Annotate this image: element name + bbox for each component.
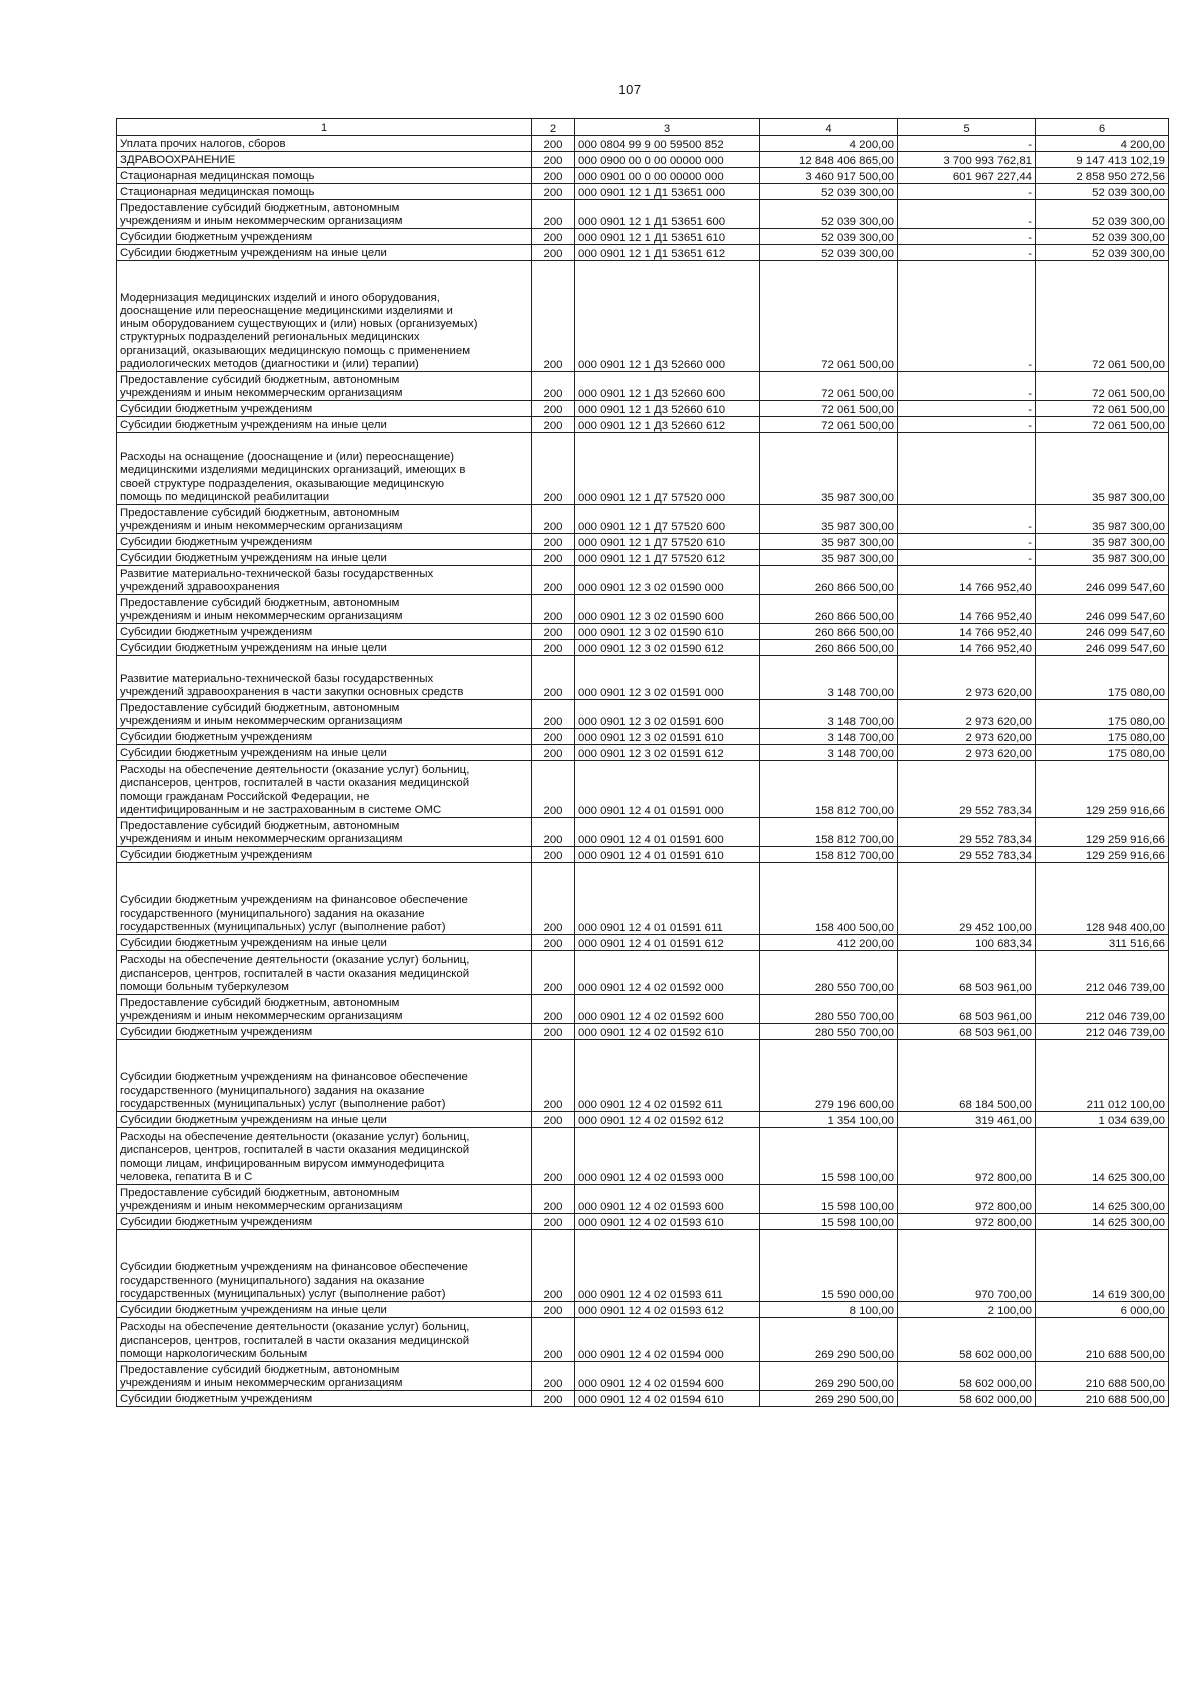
unexecuted-amount-cell: 9 147 413 102,19 — [1036, 152, 1169, 168]
table-row — [117, 245, 1169, 261]
approved-amount-cell: 35 987 300,00 — [760, 433, 898, 505]
executed-amount-cell: 14 766 952,40 — [898, 640, 1036, 656]
budget-classification-code-cell: 000 0901 12 4 02 01592 611 — [575, 1040, 760, 1112]
line-code-cell: 200 — [532, 847, 575, 863]
line-code-cell: 200 — [532, 656, 575, 700]
unexecuted-amount-cell: 14 619 300,00 — [1036, 1230, 1169, 1302]
line-code-cell: 200 — [532, 863, 575, 935]
table-row — [117, 1112, 1169, 1128]
expense-name-cell: Уплата прочих налогов, сборов — [117, 136, 532, 152]
table-row — [117, 1024, 1169, 1040]
expense-name-cell: Предоставление субсидий бюджетным, автономным учреждениям и иным некоммерческим организациям — [117, 1185, 532, 1214]
line-code-cell: 200 — [532, 761, 575, 818]
budget-classification-code-cell: 000 0901 12 3 02 01590 600 — [575, 595, 760, 624]
expense-name-cell: Расходы на обеспечение деятельности (оказание услуг) больниц, диспансеров, центров, госпиталей в части оказания медицинской помощи больным туберкулезом — [117, 951, 532, 995]
table-row — [117, 863, 1169, 935]
expense-name-cell: Субсидии бюджетным учреждениям — [117, 229, 532, 245]
budget-classification-code-cell: 000 0901 12 1 Д7 57520 600 — [575, 505, 760, 534]
table-body — [117, 136, 1169, 1407]
executed-amount-cell: 58 602 000,00 — [898, 1391, 1036, 1407]
unexecuted-amount-cell: 52 039 300,00 — [1036, 200, 1169, 229]
approved-amount-cell: 3 148 700,00 — [760, 745, 898, 761]
table-row — [117, 229, 1169, 245]
budget-classification-code-cell: 000 0901 12 1 Д1 53651 610 — [575, 229, 760, 245]
approved-amount-cell: 269 290 500,00 — [760, 1318, 898, 1362]
approved-amount-cell: 72 061 500,00 — [760, 401, 898, 417]
approved-amount-cell: 15 598 100,00 — [760, 1214, 898, 1230]
approved-amount-cell: 260 866 500,00 — [760, 624, 898, 640]
executed-amount-cell — [898, 433, 1036, 505]
executed-amount-cell: - — [898, 245, 1036, 261]
executed-amount-cell: 58 602 000,00 — [898, 1362, 1036, 1391]
budget-classification-code-cell: 000 0901 12 4 02 01594 610 — [575, 1391, 760, 1407]
budget-classification-code-cell: 000 0901 12 3 02 01590 000 — [575, 566, 760, 595]
table-row — [117, 433, 1169, 505]
table-row — [117, 1214, 1169, 1230]
expense-name-cell: Модернизация медицинских изделий и иного оборудования, дооснащение или переоснащение медицинскими изделиями и иным оборудованием существующих и (или) новых (организуемых) структурных подразделений региональных медицинских организаций, оказывающих медицинскую помощь с применением радиологических методов (диагностики и (или) терапии) — [117, 261, 532, 372]
line-code-cell: 200 — [532, 1362, 575, 1391]
unexecuted-amount-cell: 35 987 300,00 — [1036, 550, 1169, 566]
budget-classification-code-cell: 000 0901 12 3 02 01591 610 — [575, 729, 760, 745]
approved-amount-cell: 15 590 000,00 — [760, 1230, 898, 1302]
approved-amount-cell: 158 812 700,00 — [760, 818, 898, 847]
approved-amount-cell: 158 812 700,00 — [760, 761, 898, 818]
budget-execution-table — [116, 118, 1169, 1407]
budget-classification-code-cell: 000 0901 00 0 00 00000 000 — [575, 168, 760, 184]
expense-name-cell: Расходы на обеспечение деятельности (оказание услуг) больниц, диспансеров, центров, госпиталей в части оказания медицинской помощи гражданам Российской Федерации, не идентифицированным и не застрахованным в системе ОМС — [117, 761, 532, 818]
executed-amount-cell: 972 800,00 — [898, 1185, 1036, 1214]
budget-classification-code-cell: 000 0901 12 1 Д3 52660 600 — [575, 372, 760, 401]
expense-name-cell: Субсидии бюджетным учреждениям на иные цели — [117, 245, 532, 261]
table-row — [117, 261, 1169, 372]
budget-classification-code-cell: 000 0901 12 3 02 01590 612 — [575, 640, 760, 656]
executed-amount-cell: 319 461,00 — [898, 1112, 1036, 1128]
unexecuted-amount-cell: 246 099 547,60 — [1036, 566, 1169, 595]
table-row — [117, 951, 1169, 995]
unexecuted-amount-cell: 129 259 916,66 — [1036, 818, 1169, 847]
executed-amount-cell: 29 552 783,34 — [898, 818, 1036, 847]
expense-name-cell: Субсидии бюджетным учреждениям — [117, 1391, 532, 1407]
line-code-cell: 200 — [532, 595, 575, 624]
table-row — [117, 1302, 1169, 1318]
executed-amount-cell: 2 973 620,00 — [898, 745, 1036, 761]
executed-amount-cell: 14 766 952,40 — [898, 624, 1036, 640]
unexecuted-amount-cell: 128 948 400,00 — [1036, 863, 1169, 935]
executed-amount-cell: - — [898, 184, 1036, 200]
executed-amount-cell: - — [898, 136, 1036, 152]
executed-amount-cell: - — [898, 401, 1036, 417]
executed-amount-cell: 2 973 620,00 — [898, 656, 1036, 700]
budget-classification-code-cell: 000 0901 12 4 02 01593 600 — [575, 1185, 760, 1214]
table-row — [117, 761, 1169, 818]
table-row — [117, 745, 1169, 761]
executed-amount-cell: 14 766 952,40 — [898, 595, 1036, 624]
expense-name-cell: Субсидии бюджетным учреждениям на иные цели — [117, 935, 532, 951]
budget-classification-code-cell: 000 0901 12 4 01 01591 600 — [575, 818, 760, 847]
expense-name-cell: Предоставление субсидий бюджетным, автономным учреждениям и иным некоммерческим организациям — [117, 505, 532, 534]
table-row — [117, 566, 1169, 595]
approved-amount-cell: 1 354 100,00 — [760, 1112, 898, 1128]
line-code-cell: 200 — [532, 550, 575, 566]
expense-name-cell: Субсидии бюджетным учреждениям — [117, 534, 532, 550]
expense-name-cell: Расходы на обеспечение деятельности (оказание услуг) больниц, диспансеров, центров, госпиталей в части оказания медицинской помощи лицам, инфицированным вирусом иммунодефицита человека, гепатита В и С — [117, 1128, 532, 1185]
line-code-cell: 200 — [532, 136, 575, 152]
unexecuted-amount-cell: 175 080,00 — [1036, 729, 1169, 745]
unexecuted-amount-cell: 72 061 500,00 — [1036, 261, 1169, 372]
unexecuted-amount-cell: 311 516,66 — [1036, 935, 1169, 951]
budget-classification-code-cell: 000 0901 12 1 Д1 53651 612 — [575, 245, 760, 261]
budget-classification-code-cell: 000 0901 12 1 Д3 52660 000 — [575, 261, 760, 372]
expense-name-cell: Расходы на обеспечение деятельности (оказание услуг) больниц, диспансеров, центров, госпиталей в части оказания медицинской помощи наркологическим больным — [117, 1318, 532, 1362]
line-code-cell: 200 — [532, 534, 575, 550]
budget-classification-code-cell: 000 0901 12 1 Д3 52660 610 — [575, 401, 760, 417]
unexecuted-amount-cell: 35 987 300,00 — [1036, 534, 1169, 550]
line-code-cell: 200 — [532, 1318, 575, 1362]
budget-classification-code-cell: 000 0901 12 4 02 01592 600 — [575, 995, 760, 1024]
approved-amount-cell: 412 200,00 — [760, 935, 898, 951]
unexecuted-amount-cell: 246 099 547,60 — [1036, 595, 1169, 624]
approved-amount-cell: 158 400 500,00 — [760, 863, 898, 935]
executed-amount-cell: 970 700,00 — [898, 1230, 1036, 1302]
budget-classification-code-cell: 000 0901 12 4 02 01594 600 — [575, 1362, 760, 1391]
expense-name-cell: Стационарная медицинская помощь — [117, 184, 532, 200]
executed-amount-cell: 972 800,00 — [898, 1214, 1036, 1230]
expense-name-cell: Субсидии бюджетным учреждениям на иные цели — [117, 640, 532, 656]
expense-name-cell: Субсидии бюджетным учреждениям на иные цели — [117, 1112, 532, 1128]
line-code-cell: 200 — [532, 1230, 575, 1302]
expense-name-cell: Субсидии бюджетным учреждениям — [117, 1214, 532, 1230]
approved-amount-cell: 158 812 700,00 — [760, 847, 898, 863]
unexecuted-amount-cell: 210 688 500,00 — [1036, 1318, 1169, 1362]
line-code-cell: 200 — [532, 1185, 575, 1214]
expense-name-cell: Субсидии бюджетным учреждениям на финансовое обеспечение государственного (муниципального) задания на оказание государственных (муниципальных) услуг (выполнение работ) — [117, 1230, 532, 1302]
unexecuted-amount-cell: 175 080,00 — [1036, 656, 1169, 700]
table-row — [117, 184, 1169, 200]
unexecuted-amount-cell: 14 625 300,00 — [1036, 1214, 1169, 1230]
table-row — [117, 624, 1169, 640]
executed-amount-cell: 68 503 961,00 — [898, 995, 1036, 1024]
expense-name-cell: Предоставление субсидий бюджетным, автономным учреждениям и иным некоммерческим организациям — [117, 372, 532, 401]
approved-amount-cell: 52 039 300,00 — [760, 245, 898, 261]
unexecuted-amount-cell: 246 099 547,60 — [1036, 640, 1169, 656]
line-code-cell: 200 — [532, 1391, 575, 1407]
line-code-cell: 200 — [532, 401, 575, 417]
table-row — [117, 550, 1169, 566]
approved-amount-cell: 260 866 500,00 — [760, 566, 898, 595]
approved-amount-cell: 15 598 100,00 — [760, 1185, 898, 1214]
executed-amount-cell: - — [898, 534, 1036, 550]
line-code-cell: 200 — [532, 1128, 575, 1185]
table-row — [117, 505, 1169, 534]
expense-name-cell: Субсидии бюджетным учреждениям на иные цели — [117, 745, 532, 761]
line-code-cell: 200 — [532, 1302, 575, 1318]
expense-name-cell: Предоставление субсидий бюджетным, автономным учреждениям и иным некоммерческим организациям — [117, 995, 532, 1024]
line-code-cell: 200 — [532, 184, 575, 200]
executed-amount-cell: 2 973 620,00 — [898, 729, 1036, 745]
executed-amount-cell: 68 503 961,00 — [898, 1024, 1036, 1040]
line-code-cell: 200 — [532, 200, 575, 229]
table-row — [117, 847, 1169, 863]
executed-amount-cell: 3 700 993 762,81 — [898, 152, 1036, 168]
line-code-cell: 200 — [532, 1040, 575, 1112]
executed-amount-cell: 29 552 783,34 — [898, 847, 1036, 863]
table-row — [117, 1128, 1169, 1185]
expense-name-cell: Субсидии бюджетным учреждениям на иные цели — [117, 417, 532, 433]
table-row — [117, 729, 1169, 745]
table-row — [117, 640, 1169, 656]
line-code-cell: 200 — [532, 995, 575, 1024]
approved-amount-cell: 279 196 600,00 — [760, 1040, 898, 1112]
executed-amount-cell: 2 973 620,00 — [898, 700, 1036, 729]
executed-amount-cell: - — [898, 505, 1036, 534]
line-code-cell: 200 — [532, 1112, 575, 1128]
approved-amount-cell: 35 987 300,00 — [760, 505, 898, 534]
table-row — [117, 401, 1169, 417]
budget-classification-code-cell: 000 0901 12 3 02 01591 600 — [575, 700, 760, 729]
expense-name-cell: Развитие материально-технической базы государственных учреждений здравоохранения — [117, 566, 532, 595]
line-code-cell: 200 — [532, 818, 575, 847]
unexecuted-amount-cell: 35 987 300,00 — [1036, 433, 1169, 505]
executed-amount-cell: - — [898, 550, 1036, 566]
unexecuted-amount-cell: 212 046 739,00 — [1036, 1024, 1169, 1040]
column-header-5: 5 — [898, 119, 1036, 136]
table-row — [117, 995, 1169, 1024]
expense-name-cell: ЗДРАВООХРАНЕНИЕ — [117, 152, 532, 168]
expense-name-cell: Субсидии бюджетным учреждениям — [117, 847, 532, 863]
executed-amount-cell: 100 683,34 — [898, 935, 1036, 951]
approved-amount-cell: 12 848 406 865,00 — [760, 152, 898, 168]
executed-amount-cell: 58 602 000,00 — [898, 1318, 1036, 1362]
unexecuted-amount-cell: 72 061 500,00 — [1036, 372, 1169, 401]
executed-amount-cell: - — [898, 229, 1036, 245]
expense-name-cell: Субсидии бюджетным учреждениям на финансовое обеспечение государственного (муниципального) задания на оказание государственных (муниципальных) услуг (выполнение работ) — [117, 863, 532, 935]
approved-amount-cell: 269 290 500,00 — [760, 1362, 898, 1391]
expense-name-cell: Предоставление субсидий бюджетным, автономным учреждениям и иным некоммерческим организациям — [117, 595, 532, 624]
budget-classification-code-cell: 000 0901 12 3 02 01591 000 — [575, 656, 760, 700]
table-row — [117, 1040, 1169, 1112]
approved-amount-cell: 15 598 100,00 — [760, 1128, 898, 1185]
table-row — [117, 595, 1169, 624]
line-code-cell: 200 — [532, 229, 575, 245]
executed-amount-cell: 972 800,00 — [898, 1128, 1036, 1185]
expense-name-cell: Субсидии бюджетным учреждениям — [117, 729, 532, 745]
executed-amount-cell: 68 503 961,00 — [898, 951, 1036, 995]
line-code-cell: 200 — [532, 729, 575, 745]
line-code-cell: 200 — [532, 951, 575, 995]
page-number: 107 — [618, 82, 642, 97]
executed-amount-cell: - — [898, 372, 1036, 401]
unexecuted-amount-cell: 52 039 300,00 — [1036, 245, 1169, 261]
line-code-cell: 200 — [532, 433, 575, 505]
approved-amount-cell: 8 100,00 — [760, 1302, 898, 1318]
table-row — [117, 136, 1169, 152]
unexecuted-amount-cell: 246 099 547,60 — [1036, 624, 1169, 640]
expense-name-cell: Предоставление субсидий бюджетным, автономным учреждениям и иным некоммерческим организациям — [117, 818, 532, 847]
approved-amount-cell: 72 061 500,00 — [760, 372, 898, 401]
budget-classification-code-cell: 000 0901 12 4 01 01591 000 — [575, 761, 760, 818]
line-code-cell: 200 — [532, 935, 575, 951]
budget-classification-code-cell: 000 0901 12 1 Д3 52660 612 — [575, 417, 760, 433]
line-code-cell: 200 — [532, 700, 575, 729]
column-header-4: 4 — [760, 119, 898, 136]
unexecuted-amount-cell: 6 000,00 — [1036, 1302, 1169, 1318]
budget-classification-code-cell: 000 0901 12 1 Д7 57520 612 — [575, 550, 760, 566]
expense-name-cell: Субсидии бюджетным учреждениям на иные цели — [117, 550, 532, 566]
approved-amount-cell: 260 866 500,00 — [760, 595, 898, 624]
approved-amount-cell: 52 039 300,00 — [760, 184, 898, 200]
line-code-cell: 200 — [532, 505, 575, 534]
expense-name-cell: Предоставление субсидий бюджетным, автономным учреждениям и иным некоммерческим организациям — [117, 1362, 532, 1391]
table-row — [117, 656, 1169, 700]
table-row — [117, 1391, 1169, 1407]
unexecuted-amount-cell: 35 987 300,00 — [1036, 505, 1169, 534]
unexecuted-amount-cell: 212 046 739,00 — [1036, 995, 1169, 1024]
executed-amount-cell: 68 184 500,00 — [898, 1040, 1036, 1112]
table-row — [117, 168, 1169, 184]
column-header-1: 1 — [117, 119, 532, 136]
budget-classification-code-cell: 000 0901 12 4 01 01591 612 — [575, 935, 760, 951]
budget-classification-code-cell: 000 0901 12 4 02 01592 610 — [575, 1024, 760, 1040]
column-header-3: 3 — [575, 119, 760, 136]
table-row — [117, 818, 1169, 847]
budget-classification-code-cell: 000 0901 12 1 Д7 57520 610 — [575, 534, 760, 550]
expense-name-cell: Расходы на оснащение (дооснащение и (или) переоснащение) медицинскими изделиями медицинских организаций, имеющих в своей структуре подразделения, оказывающие медицинскую помощь по медицинской реабилитации — [117, 433, 532, 505]
line-code-cell: 200 — [532, 152, 575, 168]
approved-amount-cell: 3 460 917 500,00 — [760, 168, 898, 184]
executed-amount-cell: - — [898, 417, 1036, 433]
approved-amount-cell: 52 039 300,00 — [760, 229, 898, 245]
line-code-cell: 200 — [532, 745, 575, 761]
unexecuted-amount-cell: 14 625 300,00 — [1036, 1128, 1169, 1185]
unexecuted-amount-cell: 14 625 300,00 — [1036, 1185, 1169, 1214]
expense-name-cell: Предоставление субсидий бюджетным, автономным учреждениям и иным некоммерческим организациям — [117, 700, 532, 729]
unexecuted-amount-cell: 2 858 950 272,56 — [1036, 168, 1169, 184]
approved-amount-cell: 35 987 300,00 — [760, 534, 898, 550]
line-code-cell: 200 — [532, 624, 575, 640]
budget-classification-code-cell: 000 0901 12 3 02 01591 612 — [575, 745, 760, 761]
line-code-cell: 200 — [532, 261, 575, 372]
unexecuted-amount-cell: 1 034 639,00 — [1036, 1112, 1169, 1128]
unexecuted-amount-cell: 175 080,00 — [1036, 700, 1169, 729]
executed-amount-cell: 29 452 100,00 — [898, 863, 1036, 935]
table-row — [117, 534, 1169, 550]
budget-classification-code-cell: 000 0901 12 4 02 01594 000 — [575, 1318, 760, 1362]
executed-amount-cell: 2 100,00 — [898, 1302, 1036, 1318]
unexecuted-amount-cell: 211 012 100,00 — [1036, 1040, 1169, 1112]
column-header-6: 6 — [1036, 119, 1169, 136]
expense-name-cell: Субсидии бюджетным учреждениям — [117, 624, 532, 640]
table-row — [117, 935, 1169, 951]
expense-name-cell: Развитие материально-технической базы государственных учреждений здравоохранения в части закупки основных средств — [117, 656, 532, 700]
line-code-cell: 200 — [532, 1214, 575, 1230]
column-header-2: 2 — [532, 119, 575, 136]
expense-name-cell: Субсидии бюджетным учреждениям — [117, 1024, 532, 1040]
expense-name-cell: Субсидии бюджетным учреждениям на иные цели — [117, 1302, 532, 1318]
budget-classification-code-cell: 000 0901 12 4 02 01593 000 — [575, 1128, 760, 1185]
approved-amount-cell: 72 061 500,00 — [760, 261, 898, 372]
approved-amount-cell: 3 148 700,00 — [760, 656, 898, 700]
table-row — [117, 372, 1169, 401]
executed-amount-cell: 29 552 783,34 — [898, 761, 1036, 818]
executed-amount-cell: - — [898, 261, 1036, 372]
approved-amount-cell: 280 550 700,00 — [760, 951, 898, 995]
line-code-cell: 200 — [532, 1024, 575, 1040]
expense-name-cell: Предоставление субсидий бюджетным, автономным учреждениям и иным некоммерческим организациям — [117, 200, 532, 229]
approved-amount-cell: 280 550 700,00 — [760, 995, 898, 1024]
unexecuted-amount-cell: 175 080,00 — [1036, 745, 1169, 761]
budget-classification-code-cell: 000 0901 12 1 Д7 57520 000 — [575, 433, 760, 505]
expense-name-cell: Стационарная медицинская помощь — [117, 168, 532, 184]
table-row — [117, 152, 1169, 168]
unexecuted-amount-cell: 129 259 916,66 — [1036, 847, 1169, 863]
table-row — [117, 1318, 1169, 1362]
budget-classification-code-cell: 000 0901 12 1 Д1 53651 000 — [575, 184, 760, 200]
approved-amount-cell: 280 550 700,00 — [760, 1024, 898, 1040]
unexecuted-amount-cell: 212 046 739,00 — [1036, 951, 1169, 995]
unexecuted-amount-cell: 4 200,00 — [1036, 136, 1169, 152]
line-code-cell: 200 — [532, 168, 575, 184]
budget-classification-code-cell: 000 0901 12 4 01 01591 611 — [575, 863, 760, 935]
approved-amount-cell: 269 290 500,00 — [760, 1391, 898, 1407]
approved-amount-cell: 4 200,00 — [760, 136, 898, 152]
line-code-cell: 200 — [532, 372, 575, 401]
line-code-cell: 200 — [532, 640, 575, 656]
line-code-cell: 200 — [532, 245, 575, 261]
budget-classification-code-cell: 000 0901 12 4 02 01593 611 — [575, 1230, 760, 1302]
unexecuted-amount-cell: 129 259 916,66 — [1036, 761, 1169, 818]
unexecuted-amount-cell: 210 688 500,00 — [1036, 1362, 1169, 1391]
table-row — [117, 1230, 1169, 1302]
budget-classification-code-cell: 000 0900 00 0 00 00000 000 — [575, 152, 760, 168]
budget-classification-code-cell: 000 0901 12 3 02 01590 610 — [575, 624, 760, 640]
unexecuted-amount-cell: 52 039 300,00 — [1036, 229, 1169, 245]
executed-amount-cell: 14 766 952,40 — [898, 566, 1036, 595]
approved-amount-cell: 52 039 300,00 — [760, 200, 898, 229]
budget-classification-code-cell: 000 0901 12 4 02 01593 610 — [575, 1214, 760, 1230]
expense-name-cell: Субсидии бюджетным учреждениям на финансовое обеспечение государственного (муниципального) задания на оказание государственных (муниципальных) услуг (выполнение работ) — [117, 1040, 532, 1112]
table-row — [117, 1362, 1169, 1391]
unexecuted-amount-cell: 72 061 500,00 — [1036, 417, 1169, 433]
executed-amount-cell: 601 967 227,44 — [898, 168, 1036, 184]
budget-classification-code-cell: 000 0804 99 9 00 59500 852 — [575, 136, 760, 152]
budget-classification-code-cell: 000 0901 12 1 Д1 53651 600 — [575, 200, 760, 229]
budget-classification-code-cell: 000 0901 12 4 02 01593 612 — [575, 1302, 760, 1318]
unexecuted-amount-cell: 52 039 300,00 — [1036, 184, 1169, 200]
budget-classification-code-cell: 000 0901 12 4 02 01592 612 — [575, 1112, 760, 1128]
table-row — [117, 200, 1169, 229]
unexecuted-amount-cell: 72 061 500,00 — [1036, 401, 1169, 417]
approved-amount-cell: 35 987 300,00 — [760, 550, 898, 566]
approved-amount-cell: 3 148 700,00 — [760, 700, 898, 729]
budget-classification-code-cell: 000 0901 12 4 02 01592 000 — [575, 951, 760, 995]
table-row — [117, 1185, 1169, 1214]
table-row — [117, 700, 1169, 729]
approved-amount-cell: 260 866 500,00 — [760, 640, 898, 656]
table-header-row — [117, 119, 1169, 136]
budget-classification-code-cell: 000 0901 12 4 01 01591 610 — [575, 847, 760, 863]
line-code-cell: 200 — [532, 417, 575, 433]
executed-amount-cell: - — [898, 200, 1036, 229]
approved-amount-cell: 72 061 500,00 — [760, 417, 898, 433]
table-row — [117, 417, 1169, 433]
line-code-cell: 200 — [532, 566, 575, 595]
expense-name-cell: Субсидии бюджетным учреждениям — [117, 401, 532, 417]
approved-amount-cell: 3 148 700,00 — [760, 729, 898, 745]
unexecuted-amount-cell: 210 688 500,00 — [1036, 1391, 1169, 1407]
